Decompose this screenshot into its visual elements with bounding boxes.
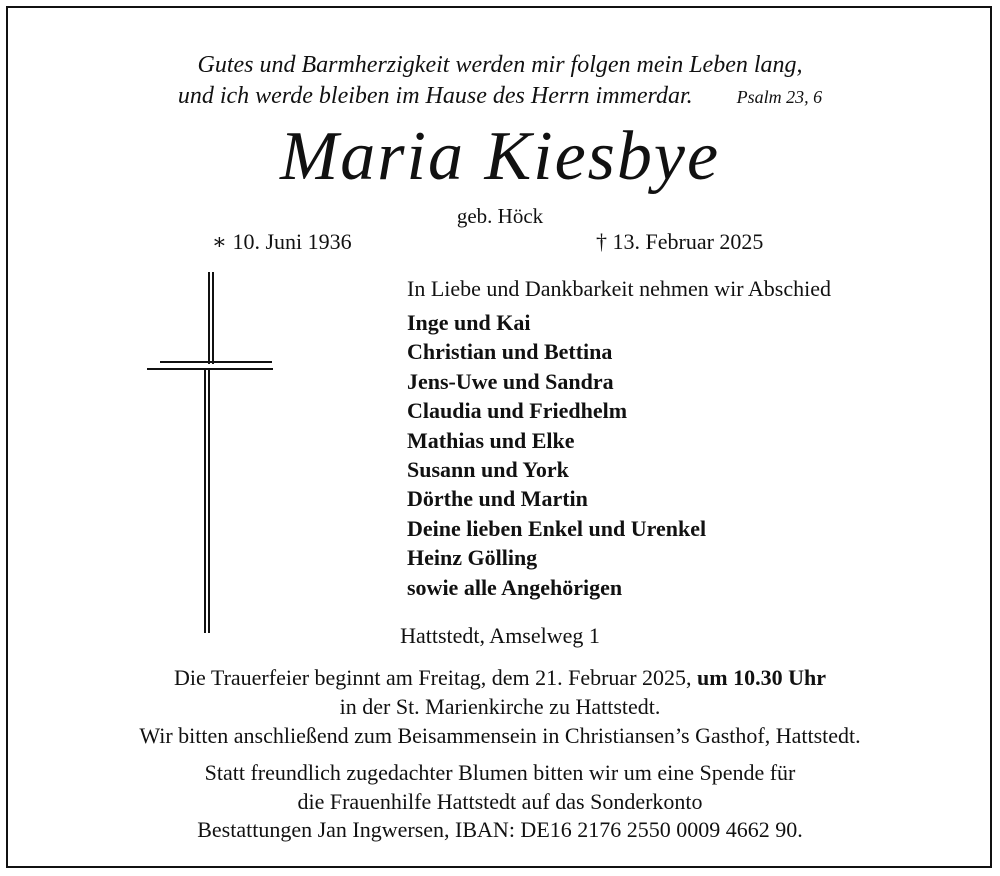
- mourner: Deine lieben Enkel und Urenkel: [407, 515, 707, 541]
- donation-line-3: Bestattungen Jan Ingwersen, IBAN: DE16 2176 2550 0009 4662 90.: [197, 817, 803, 842]
- cross-icon: [140, 272, 280, 642]
- mourner: Claudia und Friedhelm: [407, 398, 628, 424]
- service-line-3: Wir bitten anschließend zum Beisammensein in Christiansen’s Gasthof, Hattstedt.: [139, 723, 861, 748]
- address: Hattstedt, Amselweg 1: [400, 623, 600, 648]
- death-date: † 13. Februar 2025: [596, 229, 764, 254]
- birth-name: geb. Höck: [456, 204, 544, 228]
- deceased-name: Maria Kiesbye: [279, 118, 721, 195]
- mourner: Christian und Bettina: [407, 339, 613, 365]
- mourner: Jens-Uwe und Sandra: [407, 368, 614, 394]
- verse-reference: Psalm 23, 6: [736, 87, 823, 107]
- mourner: Heinz Gölling: [407, 545, 538, 571]
- mourners-list: [407, 308, 706, 602]
- verse-text: und ich werde bleiben im Hause des Herrn immerdar.: [177, 83, 693, 109]
- service-time: um 10.30 Uhr: [697, 665, 826, 690]
- mourner: Dörthe und Martin: [407, 486, 588, 512]
- verse-line-2: [0, 83, 1000, 110]
- mourner: Mathias und Elke: [407, 427, 575, 453]
- verse-line-1: Gutes und Barmherzigkeit werden mir folgen mein Leben lang,: [197, 52, 803, 78]
- mourning-intro: In Liebe und Dankbarkeit nehmen wir Abschied: [407, 276, 831, 301]
- birth-date: ∗ 10. Juni 1936: [212, 229, 352, 254]
- service-line-2: in der St. Marienkirche zu Hattstedt.: [339, 694, 661, 719]
- service-date: Die Trauerfeier beginnt am Freitag, dem 21. Februar 2025,: [174, 665, 692, 690]
- donation-line-1: Statt freundlich zugedachter Blumen bitten wir um eine Spende für: [204, 760, 796, 785]
- mourner: Inge und Kai: [407, 310, 531, 335]
- mourner: Susann und York: [407, 456, 569, 482]
- donation-line-2: die Frauenhilfe Hattstedt auf das Sonderkonto: [297, 789, 703, 814]
- service-line-1: [0, 665, 1000, 691]
- mourner: sowie alle Angehörigen: [407, 574, 623, 600]
